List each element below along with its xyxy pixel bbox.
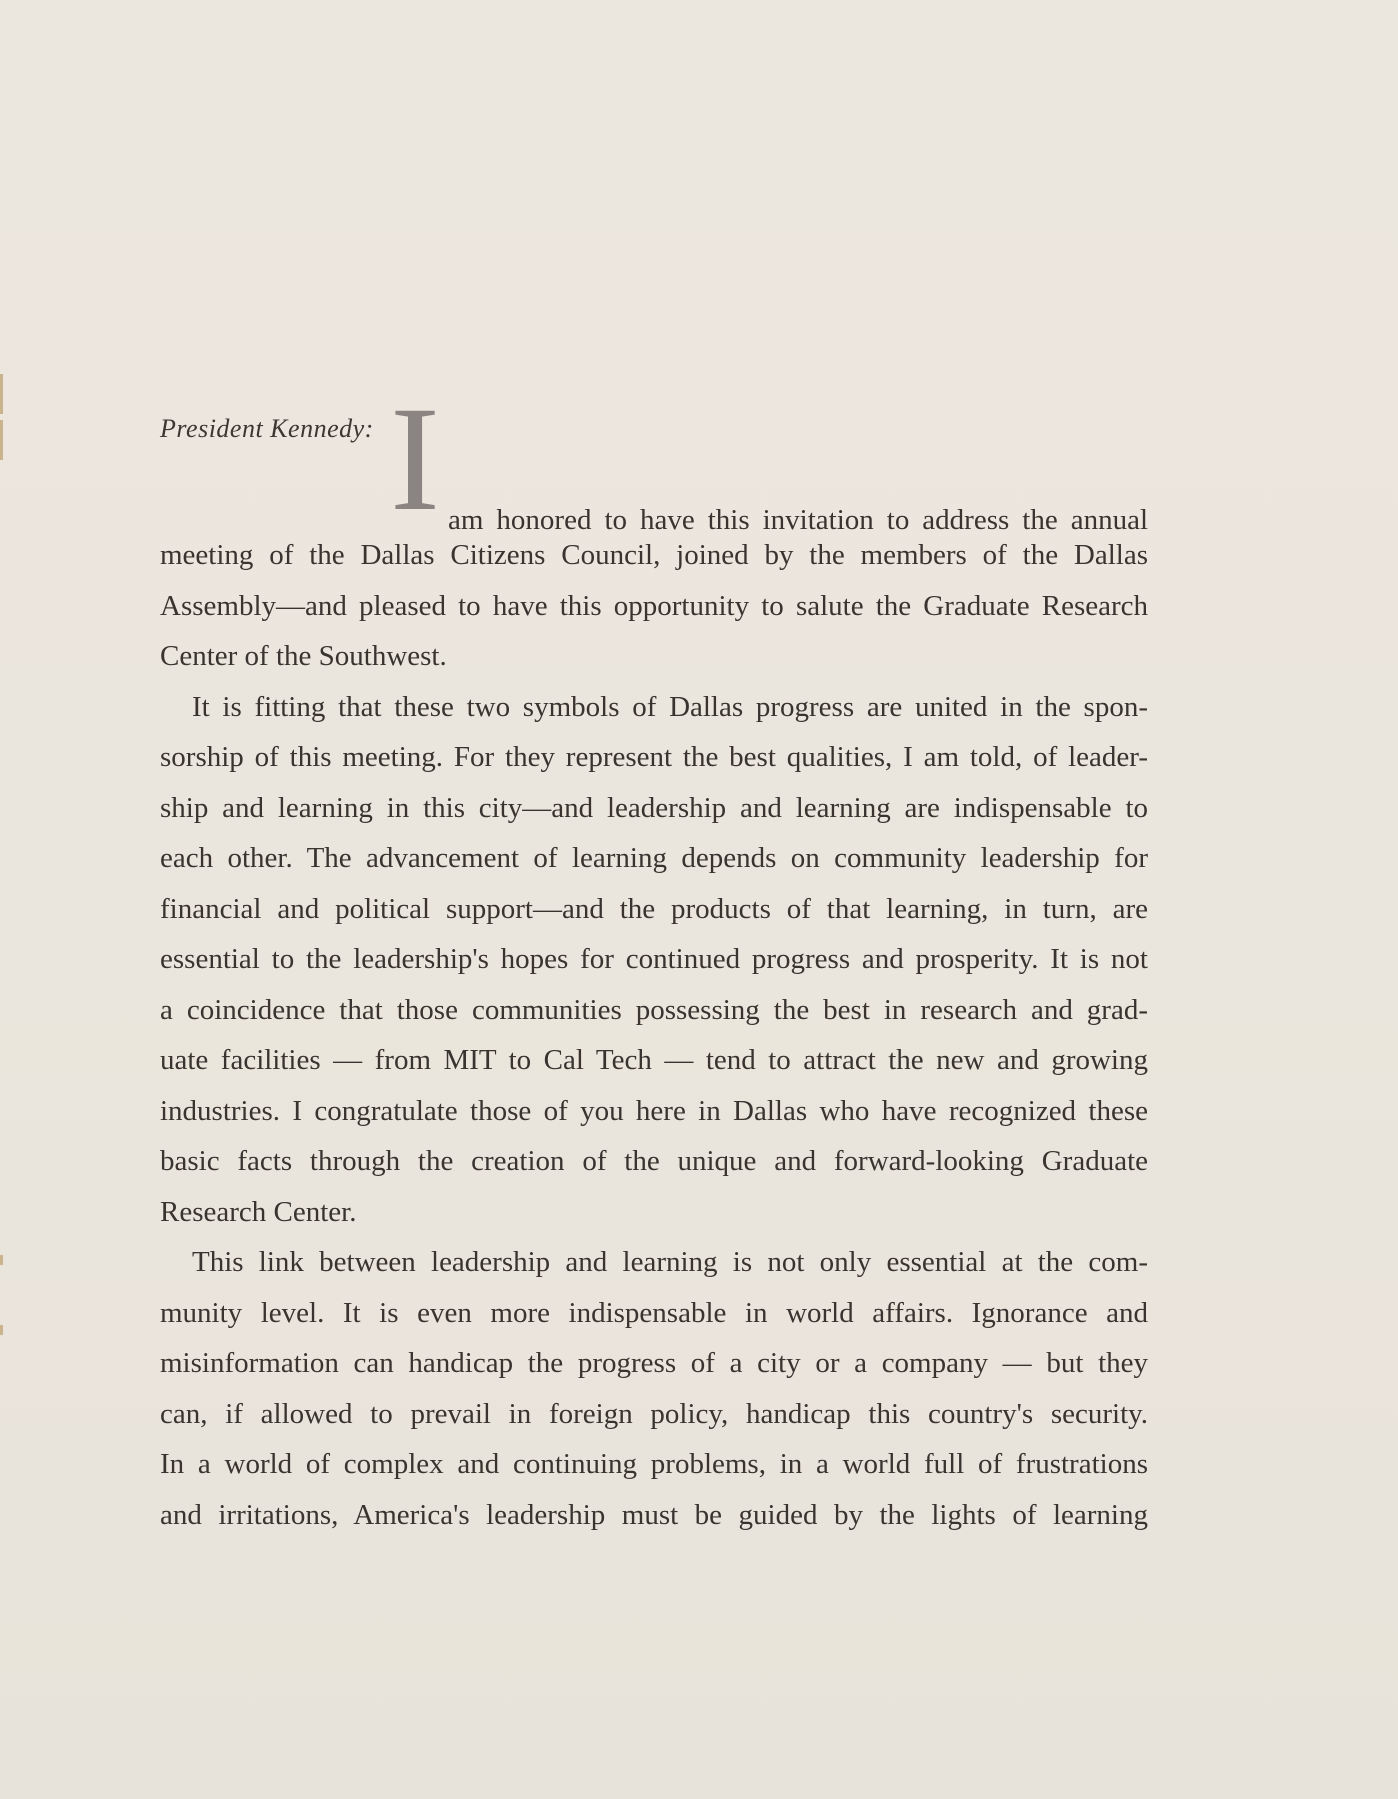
paragraph-line: a coincidence that those communities possessing the best in research and grad- [160, 993, 1148, 1026]
paragraph-line: sorship of this meeting. For they represent the best qualities, I am told, of leader- [160, 741, 1148, 773]
paragraph-line: and irritations, America's leadership must be guided by the lights of learning [160, 1498, 1148, 1531]
paragraph-3 [160, 1237, 1148, 1540]
binding-mark [0, 1325, 3, 1335]
paragraph-line: financial and political support—and the products of that learning, in turn, are [160, 892, 1148, 925]
paragraph-line: meeting of the Dallas Citizens Council, joined by the members of the Dallas [160, 539, 1148, 571]
paragraph-line: Center of the Southwest. [160, 640, 447, 672]
paragraph-line: misinformation can handicap the progress of a city or a company — but they [160, 1347, 1148, 1379]
paragraph-line: Research Center. [160, 1195, 357, 1228]
paragraph-line: industries. I congratulate those of you here in Dallas who have recognized these [160, 1094, 1148, 1127]
paragraph-line: each other. The advancement of learning depends on community leadership for [160, 842, 1148, 874]
opening [160, 376, 1148, 542]
paragraph-line: ship and learning in this city—and leadership and learning are indispensable to [160, 791, 1148, 824]
paragraph-line: This link between leadership and learning is not only essential at the com- [192, 1246, 1148, 1278]
drop-cap: I [390, 376, 440, 542]
speech-text [160, 376, 1148, 1540]
paragraph-line: essential to the leadership's hopes for continued progress and prosperity. It is not [160, 943, 1148, 975]
salutation: President Kennedy: [160, 414, 374, 443]
paragraph-line: Assembly—and pleased to have this opportunity to salute the Graduate Research [160, 589, 1148, 622]
paragraph-line: It is fitting that these two symbols of Dallas progress are united in the spon- [192, 690, 1148, 723]
paragraph-line: munity level. It is even more indispensable in world affairs. Ignorance and [160, 1296, 1148, 1329]
paragraph-1-line-1: am honored to have this invitation to address the annual [448, 504, 1148, 536]
paragraph-line: uate facilities — from MIT to Cal Tech — tend to attract the new and growing [160, 1044, 1148, 1076]
paragraph-1 [160, 530, 1148, 682]
binding-mark [0, 1255, 3, 1265]
paragraph-line: In a world of complex and continuing problems, in a world full of frustrations [160, 1448, 1148, 1480]
paragraph-line: can, if allowed to prevail in foreign policy, handicap this country's security. [160, 1397, 1148, 1430]
paragraph-2 [160, 682, 1148, 1238]
paragraph-line: basic facts through the creation of the unique and forward-looking Graduate [160, 1145, 1148, 1177]
binding-mark [0, 374, 3, 414]
binding-mark [0, 420, 3, 460]
